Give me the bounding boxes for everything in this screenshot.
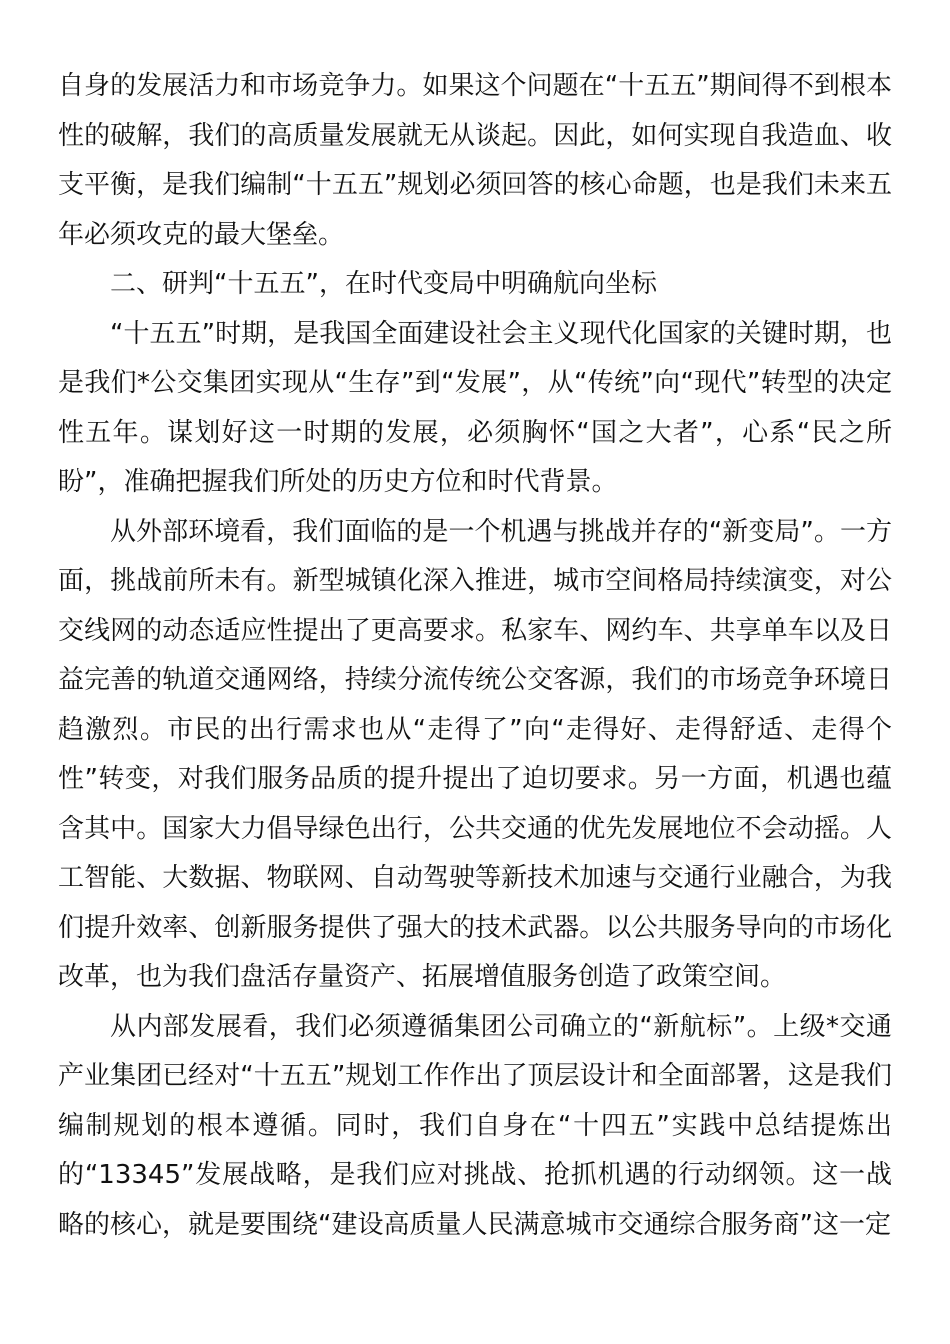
paragraph-internal-development: 从内部发展看，我们必须遵循集团公司确立的“新航标”。上级*交通产业集团已经对“十五五”规划工作作出了顶层设计和全面部署，这是我们编制规划的根本遵循。同时，我们自身在“十四五”实践中总结提炼出的“13345”发展战略，是我们应对挑战、抢抓机遇的行动纲领。这一战略的核心，就是要围绕“建设高质量人民满意城市交通综合服务商”这一定 (58, 1011, 892, 1240)
paragraph-continuation: 自身的发展活力和市场竞争力。如果这个问题在“十五五”期间得不到根本性的破解，我们的高质量发展就无从谈起。因此，如何实现自我造血、收支平衡，是我们编制“十五五”规划必须回答的核心命题，也是我们未来五年必须攻克的最大堡垒。 (58, 71, 892, 250)
section-heading: 二、研判“十五五”，在时代变局中明确航向坐标 (110, 269, 657, 299)
document-page (58, 62, 892, 1250)
paragraph-period-overview: “十五五”时期，是我国全面建设社会主义现代化国家的关键时期，也是我们*公交集团实现从“生存”到“发展”，从“传统”向“现代”转型的决定性五年。谋划好这一时期的发展，必须胸怀“国之大者”，心系“民之所盼”，准确把握我们所处的历史方位和时代背景。 (58, 318, 892, 497)
paragraph-external-environment: 从外部环境看，我们面临的是一个机遇与挑战并存的“新变局”。一方面，挑战前所未有。新型城镇化深入推进，城市空间格局持续演变，对公交线网的动态适应性提出了更高要求。私家车、网约车、共享单车以及日益完善的轨道交通网络，持续分流传统公交客源，我们的市场竞争环境日趋激烈。市民的出行需求也从“走得了”向“走得好、走得舒适、走得个性”转变，对我们服务品质的提升提出了迫切要求。另一方面，机遇也蕴含其中。国家大力倡导绿色出行，公共交通的优先发展地位不会动摇。人工智能、大数据、物联网、自动驾驶等新技术加速与交通行业融合，为我们提升效率、创新服务提供了强大的技术武器。以公共服务导向的市场化改革，也为我们盘活存量资产、拓展增值服务创造了政策空间。 (58, 516, 892, 992)
